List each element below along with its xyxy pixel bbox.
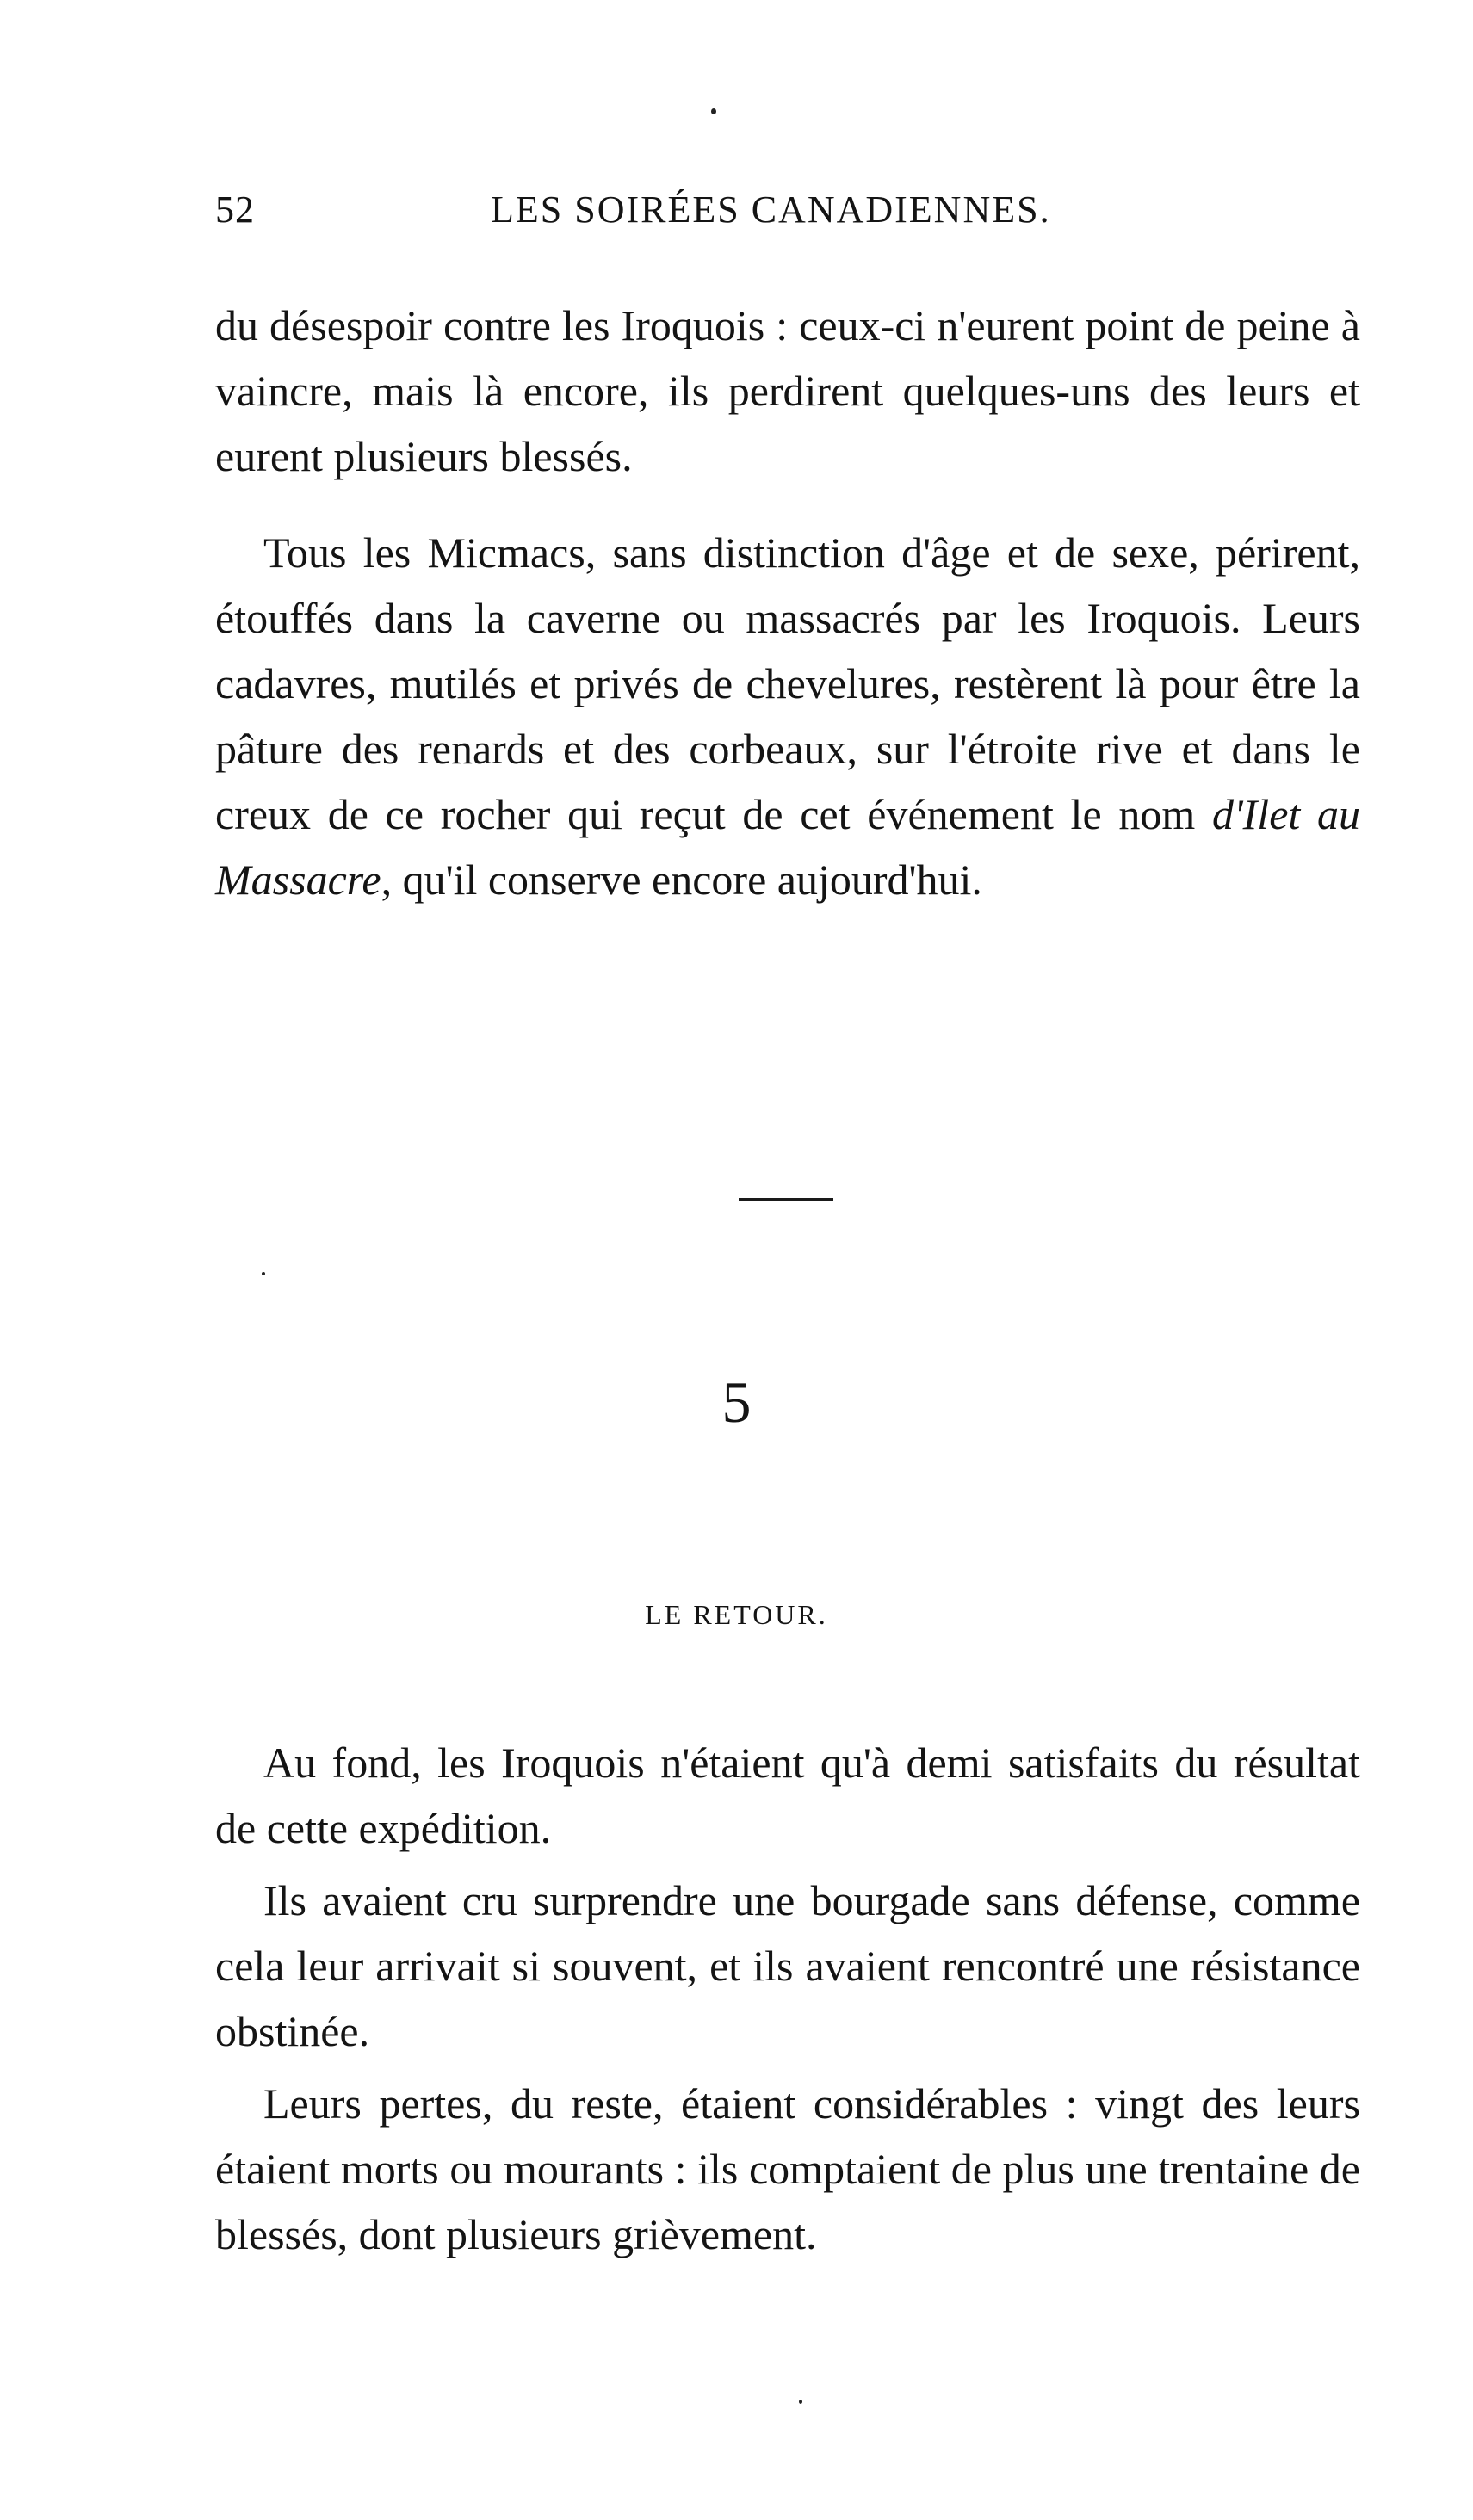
paragraph: Leurs pertes, du reste, étaient considérables : vingt des leurs étaient morts ou mourants : ils comptaient de plus une trentaine de blessés, dont plusieurs grièvement. <box>215 2079 1360 2258</box>
section-divider <box>739 1198 833 1201</box>
paragraph-text-end: , qu'il conserve encore aujourd'hui. <box>381 855 982 904</box>
paragraph: Ils avaient cru surprendre une bourgade sans défense, comme cela leur arrivait si souvent, et ils avaient rencontré une résistance obstinée. <box>215 1876 1360 2055</box>
ink-speck <box>799 2400 802 2404</box>
page-number: 52 <box>215 188 255 231</box>
paragraph: du désespoir contre les Iroquois : ceux-ci n'eurent point de peine à vaincre, mais là encore, ils perdirent quelques-uns des leurs et eurent plusieurs blessés. <box>215 301 1360 480</box>
text-section-a <box>215 293 1360 912</box>
chapter-title: LE RETOUR. <box>645 1599 828 1630</box>
ink-speck <box>262 1272 265 1275</box>
paragraph-text: Tous les Micmacs, sans distinction d'âge et de sexe, périrent, étouffés dans la caverne ou massacrés par les Iroquois. Leurs cadavres, mutilés et privés de chevelures, restèrent là pour être la pâture des renards et des corbeaux, sur l'étroite rive et dans le creux de ce rocher qui reçut de cet événement le nom <box>215 528 1360 838</box>
chapter-number: 5 <box>721 1369 752 1435</box>
paragraph: Au fond, les Iroquois n'étaient qu'à demi satisfaits du résultat de cette expédition. <box>215 1739 1360 1852</box>
ink-speck <box>711 108 716 114</box>
book-title: LES SOIRÉES CANADIENNES. <box>491 188 1051 231</box>
paragraph <box>215 520 1360 912</box>
text-section-b <box>215 1730 1360 2267</box>
place-name: d'Ilet au Massacre <box>215 790 1360 904</box>
